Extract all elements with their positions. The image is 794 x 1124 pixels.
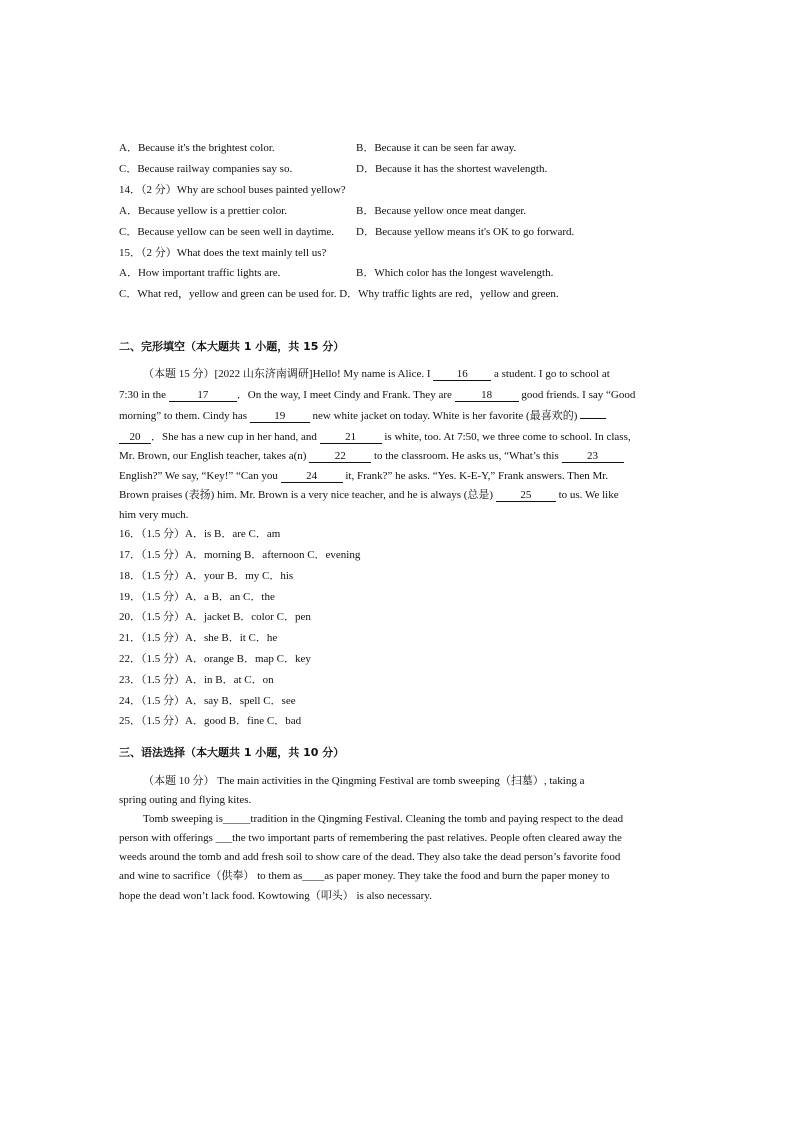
grammar-line-6: and wine to sacrifice（供奉） to them as____as paper money. They take the food and burn the paper money to [119,870,610,882]
blank-20: 20 [119,431,151,444]
blank-17: 17 [169,389,237,402]
cloze-line-1: （本题 15 分）[2022 山东济南调研]Hello! My name is Alice. I 16 a student. I go to school at [143,368,610,380]
grammar-line-3: Tomb sweeping is_____tradition in the Qingming Festival. Cleaning the tomb and paying respect to the dead [143,813,624,825]
grammar-line-1: （本题 10 分） The main activities in the Qingming Festival are tomb sweeping（扫墓）, taking a [143,775,585,787]
q15-option-cd: C．What red，yellow and green can be used for. D．Why traffic lights are red，yellow and green. [119,288,559,300]
blank-18: 18 [455,389,519,402]
q13-option-d: D．Because it has the shortest wavelength. [356,163,548,175]
blank-23: 23 [562,450,624,463]
q15-stem: 15．（2 分）What does the text mainly tell us? [119,247,327,259]
option-row-16: 16．（1.5 分）A．is B．are C．am [119,528,281,540]
blank-20-start [580,418,606,419]
section2-heading: 二、完形填空（本大题共 1 小题，共 15 分） [119,340,345,353]
option-row-18: 18．（1.5 分）A．your B．my C．his [119,570,294,582]
grammar-line-2: spring outing and flying kites. [119,794,252,806]
cloze-line-5: Mr. Brown, our English teacher, takes a(n) 22 to the classroom. He asks us, “What’s this 23 [119,449,624,463]
q13-option-b: B．Because it can be seen far away. [356,142,517,154]
cloze-line-6: English?” We say, “Key!” “Can you 24 it, Frank?” he asks. “Yes. K-E-Y,” Frank answers. Then Mr. [119,470,609,482]
q15-option-b: B．Which color has the longest wavelength. [356,267,554,279]
cloze-line-3: morning” to them. Cindy has 19 new white jacket on today. White is her favorite (最喜欢的) [119,409,606,423]
cloze-line-8: him very much. [119,509,189,521]
grammar-line-5: weeds around the tomb and add fresh soil to show care of the dead. They also take the dead person’s favorite food [119,851,621,863]
blank-19: 19 [250,410,310,423]
q15-option-a: A．How important traffic lights are. [119,267,281,279]
grammar-line-4: person with offerings ___the two important parts of remembering the past relatives. People often cleared away the [119,832,622,844]
grammar-line-7: hope the dead won’t lack food. Kowtowing（叩头） is also necessary. [119,890,432,902]
q14-option-c: C．Because yellow can be seen well in daytime. [119,226,335,238]
blank-25: 25 [496,489,556,502]
blank-24: 24 [281,470,343,483]
q13-option-c: C．Because railway companies say so. [119,163,293,175]
option-row-19: 19．（1.5 分）A．a B．an C．the [119,591,275,603]
q14-option-a: A．Because yellow is a prettier color. [119,205,288,217]
q14-option-d: D．Because yellow means it's OK to go forward. [356,226,575,238]
option-row-24: 24．（1.5 分）A．say B．spell C．see [119,695,296,707]
section3-heading: 三、语法选择（本大题共 1 小题，共 10 分） [119,746,345,759]
cloze-line-4: 20 ．She has a new cup in her hand, and 21 is white, too. At 7:50, we three come to school. In class, [119,430,631,444]
option-row-23: 23．（1.5 分）A．in B．at C．on [119,674,274,686]
option-row-20: 20．（1.5 分）A．jacket B．color C．pen [119,611,311,623]
option-row-17: 17．（1.5 分）A．morning B．afternoon C．evening [119,549,361,561]
q14-option-b: B．Because yellow once meat danger. [356,205,527,217]
option-row-25: 25．（1.5 分）A．good B．fine C．bad [119,715,302,727]
cloze-line-2: 7:30 in the 17 ．On the way, I meet Cindy and Frank. They are 18 good friends. I say “Good [119,389,636,401]
option-row-21: 21．（1.5 分）A．she B．it C．he [119,632,278,644]
blank-21: 21 [320,431,382,444]
cloze-line-7: Brown praises (表扬) him. Mr. Brown is a very nice teacher, and he is always (总是) 25 to us. We like [119,489,619,501]
blank-22: 22 [309,450,371,463]
option-row-22: 22．（1.5 分）A．orange B．map C．key [119,653,311,665]
q13-option-a: A．Because it's the brightest color. [119,142,275,154]
q14-stem: 14．（2 分）Why are school buses painted yellow? [119,184,346,196]
blank-16: 16 [433,368,491,381]
